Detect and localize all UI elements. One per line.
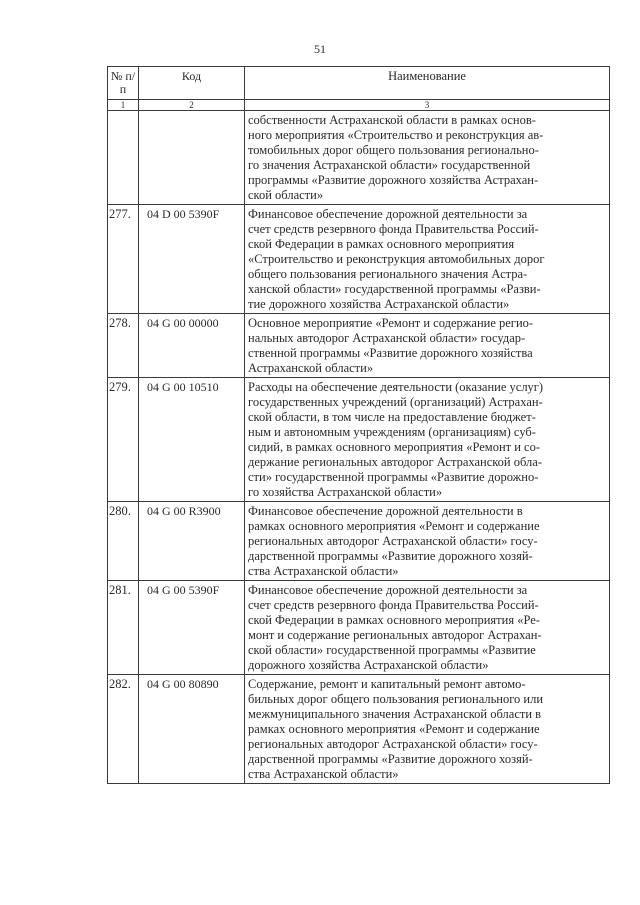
row-name-line: монт и содержание региональных автодорог Астрахан- (248, 628, 542, 642)
header-code: Код (139, 67, 245, 100)
row-name-line: ного мероприятия «Строительство и реконструкция ав- (248, 128, 544, 142)
row-name-line: рамках основного мероприятия «Ремонт и содержание (248, 519, 540, 533)
column-index-1: 1 (108, 100, 139, 111)
row-name-line: Основное мероприятие «Ремонт и содержание регио- (248, 316, 534, 330)
row-name-line: го хозяйства Астраханской области» (248, 485, 443, 499)
row-name-line: региональных автодорог Астраханской области» госу- (248, 534, 538, 548)
row-code: 04 G 00 00000 (139, 314, 245, 378)
row-name-line: региональных автодорог Астраханской области» госу- (248, 737, 538, 751)
table-row (108, 378, 610, 502)
column-index-3: 3 (245, 100, 610, 111)
row-number: 281. (108, 581, 139, 675)
row-number (108, 111, 139, 205)
table-row (108, 581, 610, 675)
row-name-line: ской области, в том числе на предоставление бюджет- (248, 410, 536, 424)
row-code: 04 G 00 10510 (139, 378, 245, 502)
header-num: № п/п (108, 67, 139, 100)
row-code (139, 111, 245, 205)
row-name (245, 205, 610, 314)
row-name-line: Расходы на обеспечение деятельности (оказание услуг) (248, 380, 544, 394)
row-name-line: сти» государственной программы «Развитие дорожно- (248, 470, 539, 484)
budget-code-table (107, 66, 610, 784)
row-name-line: держание региональных автодорог Астраханской обла- (248, 455, 542, 469)
row-name-line: счет средств резервного фонда Правительства Россий- (248, 598, 539, 612)
row-number: 282. (108, 675, 139, 784)
row-name-line: Содержание, ремонт и капитальный ремонт автомо- (248, 677, 526, 691)
row-code: 04 G 00 5390F (139, 581, 245, 675)
table-row (108, 111, 610, 205)
row-name-line: ской Федерации в рамках основного мероприятия «Ре- (248, 613, 540, 627)
row-number: 279. (108, 378, 139, 502)
row-name-line: счет средств резервного фонда Правительства Россий- (248, 222, 539, 236)
row-name-line: тие дорожного хозяйства Астраханской области» (248, 297, 510, 311)
row-name-line: ской области» государственной программы «Развитие (248, 643, 536, 657)
row-name-line: дарственной программы «Развитие дорожного хозяй- (248, 549, 533, 563)
row-name (245, 581, 610, 675)
row-code: 04 G 00 R3900 (139, 502, 245, 581)
row-name-line: Астраханской области» (248, 361, 374, 375)
row-code: 04 D 00 5390F (139, 205, 245, 314)
column-index-2: 2 (139, 100, 245, 111)
row-name-line: Финансовое обеспечение дорожной деятельности за (248, 583, 528, 597)
row-name-line: ственной программы «Развитие дорожного хозяйства (248, 346, 533, 360)
row-name-line: собственности Астраханской области в рамках основ- (248, 113, 536, 127)
row-name-line: бильных дорог общего пользования регионального или (248, 692, 544, 706)
row-name-line: ства Астраханской области» (248, 767, 399, 781)
page-number: 51 (314, 42, 326, 56)
row-name-line: рамках основного мероприятия «Ремонт и содержание (248, 722, 540, 736)
row-name-line: ханской области» государственной программы «Разви- (248, 282, 541, 296)
row-name-line: программы «Развитие дорожного хозяйства Астрахан- (248, 173, 539, 187)
row-name-line: Финансовое обеспечение дорожной деятельности за (248, 207, 528, 221)
row-name-line: межмуниципального значения Астраханской области в (248, 707, 542, 721)
row-name-line: дарственной программы «Развитие дорожного хозяй- (248, 752, 533, 766)
table-header-row (108, 67, 610, 100)
table-row (108, 675, 610, 784)
row-name (245, 675, 610, 784)
row-code: 04 G 00 80890 (139, 675, 245, 784)
table-row (108, 314, 610, 378)
row-number: 277. (108, 205, 139, 314)
row-name-line: Финансовое обеспечение дорожной деятельности в (248, 504, 523, 518)
row-name-line: ской области» (248, 188, 324, 202)
row-name-line: ства Астраханской области» (248, 564, 399, 578)
row-name-line: государственных учреждений (организаций) Астрахан- (248, 395, 543, 409)
row-name (245, 314, 610, 378)
row-number: 278. (108, 314, 139, 378)
row-number: 280. (108, 502, 139, 581)
row-name-line: сидий, в рамках основного мероприятия «Ремонт и со- (248, 440, 541, 454)
table-row (108, 205, 610, 314)
row-name-line: ской Федерации в рамках основного мероприятия (248, 237, 515, 251)
table-row (108, 502, 610, 581)
row-name-line: «Строительство и реконструкция автомобильных дорог (248, 252, 545, 266)
row-name-line: го значения Астраханской области» государственной (248, 158, 531, 172)
row-name-line: нальных автодорог Астраханской области» государ- (248, 331, 526, 345)
row-name-line: ным и автономным учреждениям (организациям) суб- (248, 425, 536, 439)
row-name-line: общего пользования регионального значения Астра- (248, 267, 528, 281)
row-name-line: томобильных дорог общего пользования регионально- (248, 143, 539, 157)
row-name-line: дорожного хозяйства Астраханской области» (248, 658, 489, 672)
row-name (245, 378, 610, 502)
header-name: Наименование (245, 67, 610, 100)
row-name (245, 502, 610, 581)
row-name (245, 111, 610, 205)
column-index-row (108, 100, 610, 111)
